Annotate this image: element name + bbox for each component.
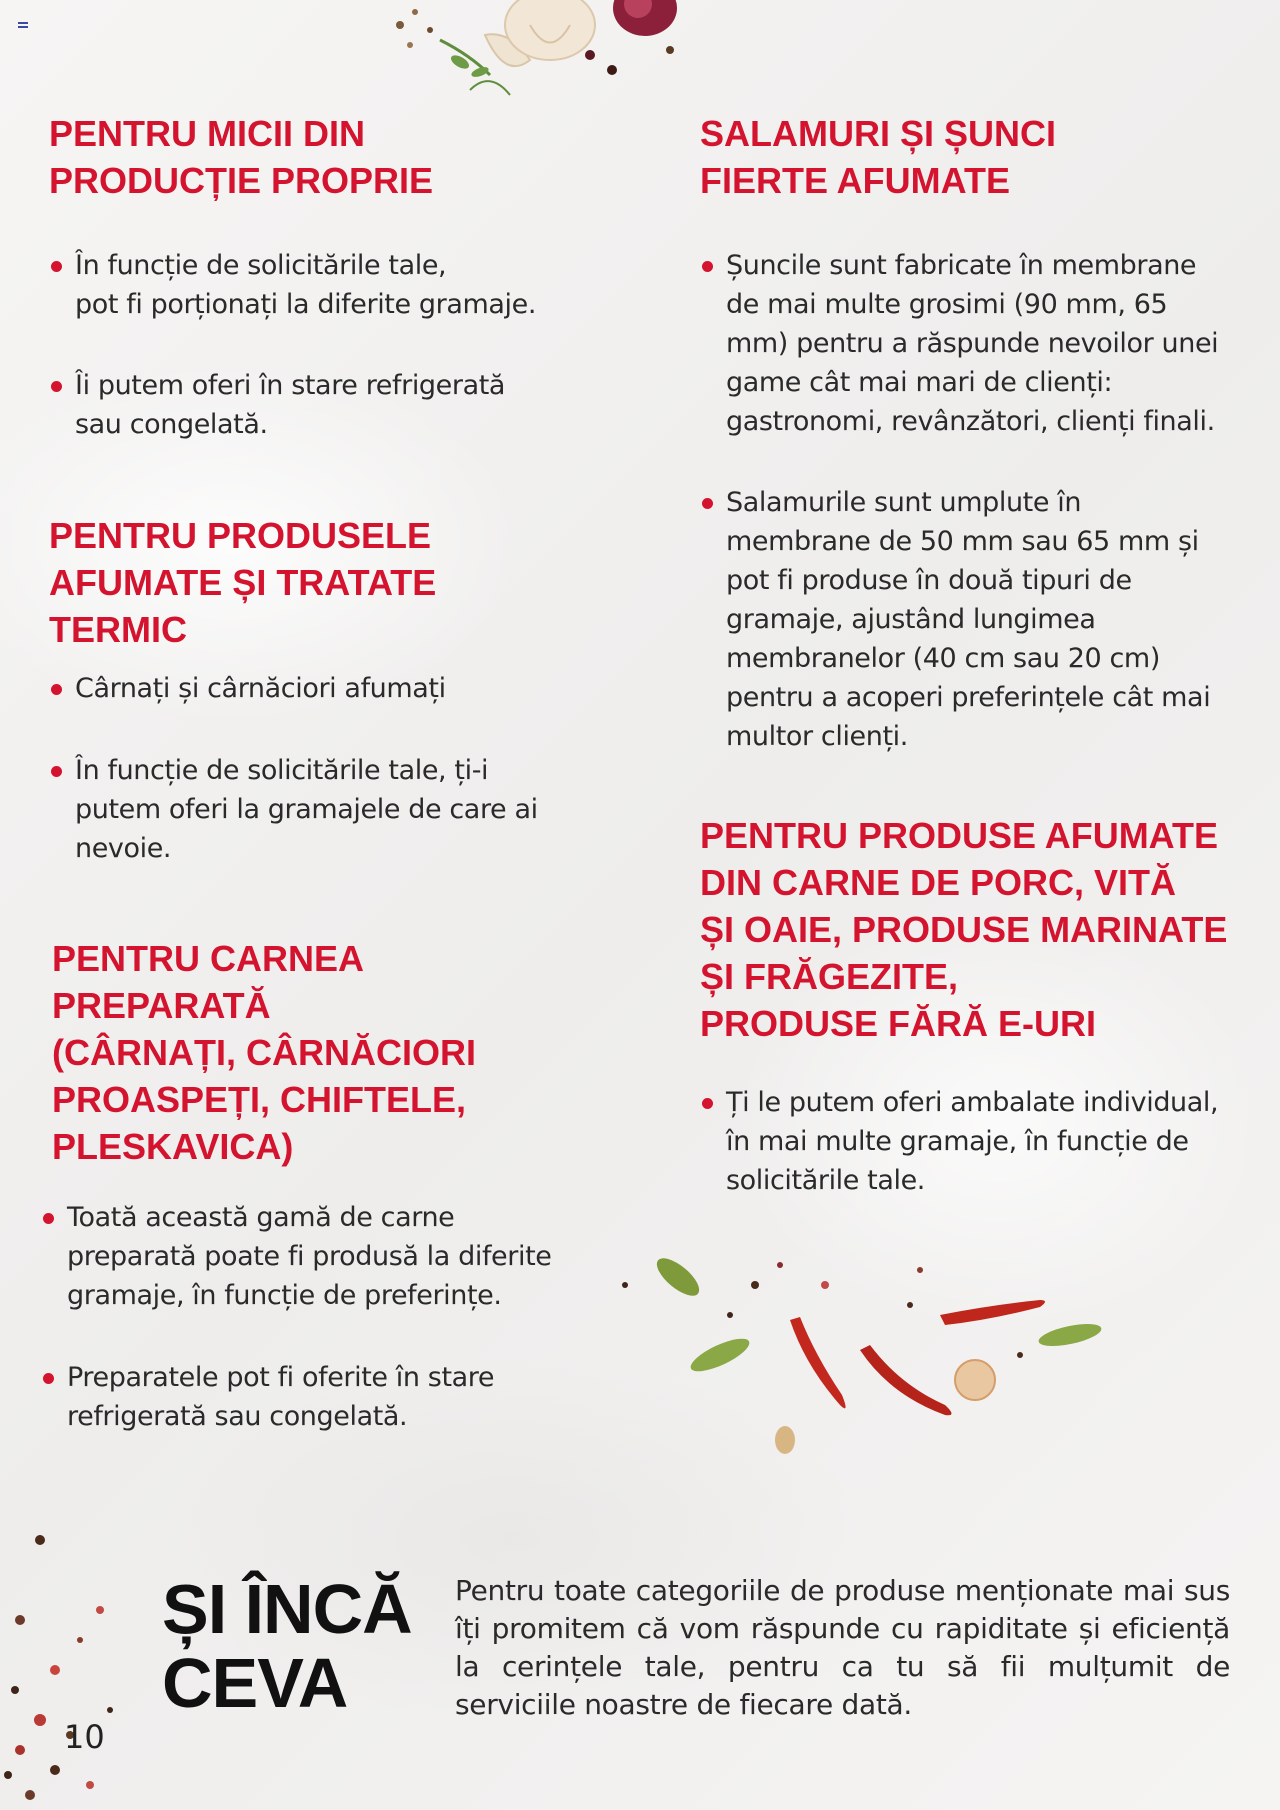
bullet-dot — [702, 498, 713, 509]
bullet-dot — [51, 684, 62, 695]
list-item: Toată această gamă de carne preparată poate fi produsă la diferite gramaje, în funcție de preferințe. — [41, 1198, 609, 1315]
list-item: Șuncile sunt fabricate în membrane de mai multe grosimi (90 mm, 65 mm) pentru a răspunde nevoilor unei game cât mai mari de clienți: gastronomi, revânzători, clienți finali. — [700, 246, 1260, 441]
menu-icon[interactable] — [18, 22, 28, 30]
bullet-dot — [702, 261, 713, 272]
bullet-dot — [43, 1373, 54, 1384]
peppercorns-image — [0, 1520, 130, 1810]
section-title-salamuri: SALAMURI ȘI ȘUNCI FIERTE AFUMATE — [700, 113, 1057, 201]
list-item: Îi putem oferi în stare refrigerată sau congelată. — [49, 366, 609, 444]
chili-peppers-spices-image — [620, 1245, 1120, 1470]
left-column — [49, 110, 609, 1436]
bullet-dot — [43, 1213, 54, 1224]
section-title-afumate: PENTRU PRODUSELE AFUMATE ȘI TRATATE TERMIC — [49, 515, 437, 650]
bullet-list-afumate — [49, 669, 609, 868]
list-item: Salamurile sunt umplute în membrane de 50 mm sau 65 mm și pot fi produse în două tipuri de gramaje, ajustând lungimea membranelor (40 cm sau 20 cm) pentru a acoperi preferințele cât mai multor clienți. — [700, 483, 1260, 756]
bullet-dot — [51, 766, 62, 777]
bullet-list-salamuri — [700, 246, 1260, 756]
garlic-onion-herbs-image — [380, 0, 700, 110]
right-column — [700, 110, 1260, 1200]
bullet-dot — [51, 261, 62, 272]
list-item: În funcție de solicitările tale, ți-i putem oferi la gramajele de care ai nevoie. — [49, 751, 609, 868]
list-item: Preparatele pot fi oferite în stare refrigerată sau congelată. — [41, 1358, 609, 1436]
list-item: Cârnați și cârnăciori afumați — [49, 669, 609, 708]
bottom-paragraph: Pentru toate categoriile de produse menționate mai sus îți promitem că vom răspunde cu rapiditate și eficiență la cerințele tale, pentru ca tu să fii mulțumit de serviciile noastre de fiecare dată. — [455, 1574, 1230, 1721]
bullet-list-mici — [49, 246, 609, 444]
list-item: Ți le putem oferi ambalate individual, în mai multe gramaje, în funcție de solicitările tale. — [700, 1083, 1260, 1200]
page-number: 10 — [64, 1718, 105, 1756]
bullet-dot — [51, 381, 62, 392]
section-title-carnea-preparata: PENTRU CARNEA PREPARATĂ (CÂRNAȚI, CÂRNĂCIORI PROASPEȚI, CHIFTELE, PLESKAVICA) — [52, 938, 476, 1167]
list-item: În funcție de solicitările tale, pot fi porționați la diferite gramaje. — [49, 246, 609, 324]
bullet-dot — [702, 1098, 713, 1109]
section-title-mici: PENTRU MICII DIN PRODUCȚIE PROPRIE — [49, 113, 434, 201]
bullet-list-produse-afumate — [700, 1083, 1260, 1200]
bullet-list-carnea-preparata — [41, 1198, 609, 1436]
bottom-title: ȘI ÎNCĂ CEVA — [162, 1570, 412, 1722]
section-title-produse-afumate: PENTRU PRODUSE AFUMATE DIN CARNE DE PORC, VITĂ ȘI OAIE, PRODUSE MARINATE ȘI FRĂGEZITE, PRODUSE FĂRĂ E-URI — [700, 815, 1228, 1044]
